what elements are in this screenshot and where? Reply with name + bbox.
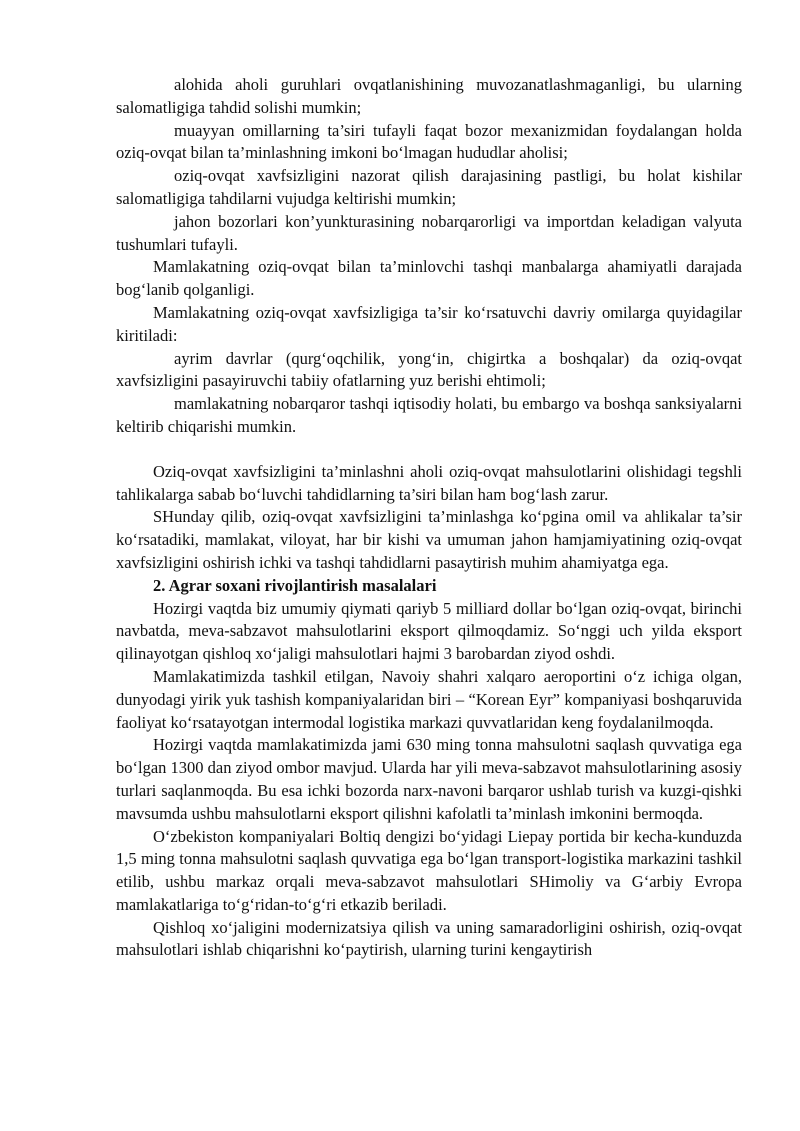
paragraph-liepaja-center: O‘zbekiston kompaniyalari Boltiq dengizi bo‘yidagi Liepay portida bir kecha-kunduzda 1,5 ming tonna mahsulotni saqlash quvvatiga ega bo‘lgan transport-logistika markazini tashkil etilib, ushbu markaz orqali meva-sabzavot mahsulotlari SHimoliy va G‘arbiy Evropa mamlakatlariga to‘g‘ridan-to‘g‘ri etkazib beriladi.	[116, 826, 742, 914]
bullet-world-market-instability: jahon bozorlari kon’yunkturasining nobarqarorligi va importdan keladigan valyuta tushumlari tufayli.	[116, 211, 742, 254]
paragraph-periodic-factors-intro: Mamlakatning oziq-ovqat xavfsizligiga ta’sir ko‘rsatuvchi davriy omilarga quyidagilar kiritiladi:	[116, 302, 742, 345]
bullet-unbalanced-nutrition: alohida aholi guruhlari ovqatlanishining muvozanatlashmaganligi, bu ularning salomatligiga tahdid solishi mumkin;	[116, 75, 742, 117]
paragraph-threats-linkage: Oziq-ovqat xavfsizligini ta’minlashni aholi oziq-ovqat mahsulotlarini olishidagi tegshli tahlikalarga sabab bo‘luvchi tahdidlarning ta’siri bilan ham bog‘lash zarur.	[116, 461, 742, 504]
bullet-natural-disasters: ayrim davrlar (qurg‘oqchilik, yong‘in, chigirtka a boshqalar) da oziq-ovqat xavfsizligini pasayiruvchi tabiiy ofatlarning yuz berishi ehtimoli;	[116, 348, 742, 391]
paragraph-export-volume: Hozirgi vaqtda biz umumiy qiymati qariyb 5 milliard dollar bo‘lgan oziq-ovqat, birinchi navbatda, meva-sabzavot mahsulotlarini eksport qilmoqdamiz. So‘nggi uch yilda eksport qilinayotgan qishloq xo‘jaligi mahsulotlari hajmi 3 barobardan ziyod oshdi.	[116, 598, 742, 664]
bullet-external-economic-sanctions: mamlakatning nobarqaror tashqi iqtisodiy holati, bu embargo va boshqa sanksiyalarni keltirib chiqarishi mumkin.	[116, 394, 742, 436]
blank-line	[116, 439, 742, 461]
paragraph-conclusion: SHunday qilib, oziq-ovqat xavfsizligini ta’minlashga ko‘pgina omil va ahlikalar ta’sir ko‘rsatadiki, mamlakat, viloyat, har bir kishi va umuman jahon hamjamiyatining oziq-ovqat xavfsizligini oshirish ichki va tashqi tahdidlarni pasaytirish muhim ahamiyatga ega.	[116, 507, 742, 572]
bullet-low-safety-control: oziq-ovqat xavfsizligini nazorat qilish darajasining pastligi, bu holat kishilar salomatligiga tahdilarni vujudga keltirishi mumkin;	[116, 166, 742, 208]
section-heading: 2. Agrar soxani rivojlantirish masalalari	[153, 575, 437, 595]
bullet-market-mechanism-regions: muayyan omillarning ta’siri tufayli faqat bozor mexanizmidan foydalangan holda oziq-ovqat bilan ta’minlashning imkoni bo‘lmagan hududlar aholisi;	[116, 120, 742, 163]
paragraph-storage-capacity: Hozirgi vaqtda mamlakatimizda jami 630 ming tonna mahsulotni saqlash quvvatiga ega bo‘lgan 1300 dan ziyod ombor mavjud. Ularda har yili meva-sabzavot mahsulotlarining asosiy turlari saqlanmoqda. Bu esa ichki bozorda narx-navoni barqaror ushlab turish va kuzgi-qishki mavsumda ushbu mahsulotlarni eksport qilishni kafolatli ta’minlash imkonini bermoqda.	[116, 735, 742, 823]
paragraph-external-dependence: Mamlakatning oziq-ovqat bilan ta’minlovchi tashqi manbalarga ahamiyatli darajada bog‘lanib qolganligi.	[116, 257, 742, 300]
paragraph-modernization: Qishloq xo‘jaligini modernizatsiya qilish va uning samaradorligini oshirish, oziq-ovqat mahsulotlari ishlab chiqarishni ko‘paytirish, ularning turini kengaytirish	[116, 917, 742, 960]
paragraph-navoi-logistics: Mamlakatimizda tashkil etilgan, Navoiy shahri xalqaro aeroportini o‘z ichiga olgan, dunyodagi yirik yuk tashish kompaniyalaridan biri – “Korean Eyr” kompaniyasi boshqaruvida faoliyat ko‘rsatayotgan intermodal logistika markazi quvvatlaridan keng foydalanilmoqda.	[116, 666, 742, 732]
